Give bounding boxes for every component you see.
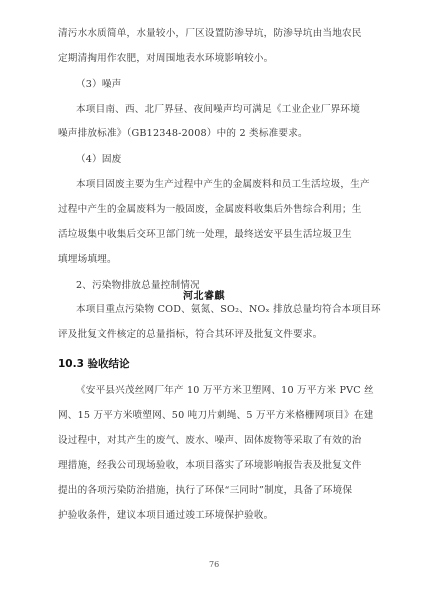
paragraph-line: 过程中产生的金属废料为一般固废，金属废料收集后外售综合利用；生 <box>58 204 362 215</box>
paragraph-line: 《安平县兴茂丝网厂年产 10 万平方米卫塑网、10 万平方米 PVC 丝 <box>76 385 374 396</box>
paragraph-line: 清污水水质简单，水量较小，厂区设置防渗导坑，防渗导坑由当地农民 <box>58 28 362 39</box>
paragraph-line: 定期清掏用作农肥，对周围地表水环境影响较小。 <box>58 53 274 64</box>
paragraph-line: 护验收条件，建议本项目通过竣工环境保护验收。 <box>58 510 274 521</box>
page-number: 76 <box>209 560 220 569</box>
paragraph-line: 活垃圾集中收集后交环卫部门统一处理，最终送安平县生活垃圾卫生 <box>58 229 352 240</box>
paragraph-line: 设过程中，对其产生的废气、废水、噪声、固体废物等采取了有效的治 <box>58 435 362 446</box>
paragraph-line: 本项目固废主要为生产过程中产生的金属废料和员工生活垃圾，生产 <box>76 179 370 190</box>
subheading-solid-waste: （4）固废 <box>76 154 122 165</box>
paragraph-line: 本项目重点污染物 COD、氨氮、SO₂、NOₓ 排放总量均符合本项目环 <box>76 304 381 315</box>
paragraph-line: 理措施，经我公司现场验收，本项目落实了环境影响报告表及批复文件 <box>58 460 362 471</box>
paragraph-line: 提出的各项污染防治措施，执行了环保“三同时”制度，具备了环境保 <box>58 485 353 496</box>
subheading-total-control: 2、污染物排放总量控制情况 <box>76 280 200 291</box>
paragraph-line: 网、15 万平方米喷塑网、50 吨刀片刺绳、5 万平方米格栅网项目》在建 <box>58 410 374 421</box>
paragraph-line: 填埋场填埋。 <box>58 254 117 265</box>
overlay-stamp-text: 河北睿麒 <box>183 291 225 302</box>
paragraph-line: 噪声排放标准》（GB12348-2008）中的 2 类标准要求。 <box>58 128 308 139</box>
paragraph-line: 评及批复文件核定的总量指标，符合其环评及批复文件要求。 <box>58 329 323 340</box>
subheading-noise: （3）噪声 <box>76 79 122 90</box>
section-heading: 10.3 验收结论 <box>58 358 130 370</box>
paragraph-line: 本项目南、西、北厂界昼、夜间噪声均可满足《工业企业厂界环境 <box>76 104 361 115</box>
